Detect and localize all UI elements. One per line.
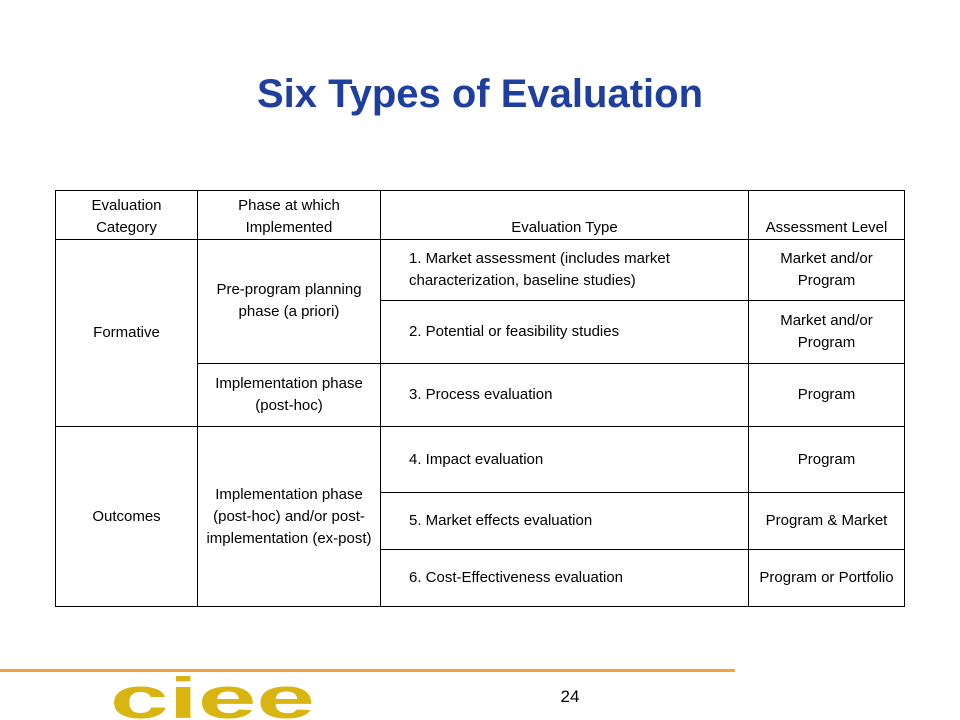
ciee-logo [110,676,320,720]
evaluation-type-cell: 2. Potential or feasibility studies [381,301,749,363]
page-number: 24 [560,687,580,706]
evaluation-type-cell: 1. Market assessment (includes market characterization, baseline studies) [381,240,749,301]
assessment-level-cell: Program [749,363,905,426]
assessment-level-cell: Program or Portfolio [749,549,905,606]
assessment-level-cell: Program & Market [749,493,905,549]
phase-pre-program: Pre-program planning phase (a priori) [198,240,381,364]
phase-implementation-post: Implementation phase (post-hoc) and/or post- implementation (ex-post) [198,427,381,607]
evaluation-table [55,190,905,607]
category-outcomes: Outcomes [56,427,198,607]
header-evaluation-category: Evaluation Category [56,191,198,240]
logo-wordmark: ciee [110,676,315,720]
assessment-level-cell: Market and/or Program [749,301,905,363]
phase-implementation: Implementation phase (post-hoc) [198,363,381,426]
evaluation-type-cell: 3. Process evaluation [381,363,749,426]
assessment-level-cell: Market and/or Program [749,240,905,301]
evaluation-type-cell: 5. Market effects evaluation [381,493,749,549]
assessment-level-cell: Program [749,427,905,493]
footer-accent-line [0,669,735,672]
header-evaluation-type: Evaluation Type [381,191,749,240]
slide-title: Six Types of Evaluation [256,72,704,116]
evaluation-type-cell: 4. Impact evaluation [381,427,749,493]
table-row [56,240,905,301]
table-header-row [56,191,905,240]
header-assessment-level: Assessment Level [749,191,905,240]
evaluation-type-cell: 6. Cost-Effectiveness evaluation [381,549,749,606]
category-formative: Formative [56,240,198,427]
header-phase: Phase at which Implemented [198,191,381,240]
table-row [56,427,905,493]
